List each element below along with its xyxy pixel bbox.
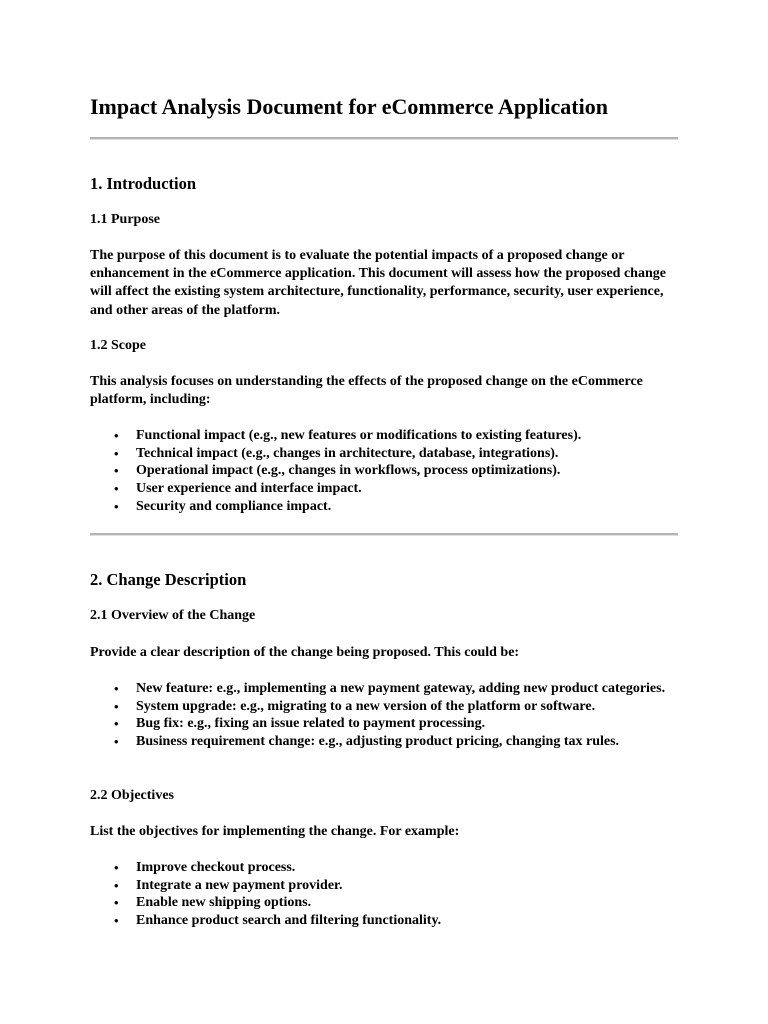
list-item-text: Integrate a new payment provider.	[136, 877, 343, 893]
list-item	[90, 498, 678, 516]
list-item	[90, 698, 678, 716]
list-item	[90, 877, 678, 895]
bullet-icon: •	[114, 463, 119, 479]
horizontal-rule	[90, 533, 678, 536]
bullet-icon: •	[114, 481, 119, 497]
list-item-text: User experience and interface impact.	[136, 481, 362, 497]
list-item-text: Improve checkout process.	[136, 860, 296, 875]
bullet-icon: •	[114, 698, 119, 714]
subsection-heading-scope: 1.2 Scope	[90, 338, 146, 353]
section-heading-introduction: 1. Introduction	[90, 174, 197, 193]
list-item	[90, 680, 678, 698]
purpose-paragraph: The purpose of this document is to evaluate the potential impacts of a proposed change or enhancement in the eCommerce application. This document will assess how the proposed change will affect the existing system architecture, functionality, performance, security, user experience, and other areas of the platform.	[90, 248, 666, 318]
list-item	[90, 733, 678, 751]
list-item	[90, 715, 678, 733]
overview-bullet-list	[90, 680, 678, 751]
subsection-heading-purpose: 1.1 Purpose	[90, 212, 160, 227]
bullet-icon: •	[114, 681, 119, 696]
list-item-text: Technical impact (e.g., changes in architecture, database, integrations).	[136, 445, 559, 461]
scope-bullet-list	[90, 427, 678, 516]
overview-paragraph: Provide a clear description of the change being proposed. This could be:	[90, 645, 520, 660]
document-title: Impact Analysis Document for eCommerce Application	[90, 94, 608, 119]
list-item	[90, 859, 678, 877]
list-item-text: System upgrade: e.g., migrating to a new version of the platform or software.	[136, 698, 596, 714]
list-item-text: Security and compliance impact.	[136, 498, 332, 514]
bullet-icon: •	[114, 734, 119, 750]
list-item	[90, 445, 678, 463]
horizontal-rule	[90, 137, 678, 140]
bullet-icon: •	[114, 877, 119, 893]
bullet-icon: •	[114, 445, 119, 461]
bullet-icon: •	[114, 913, 119, 929]
section-heading-change-description: 2. Change Description	[90, 570, 247, 589]
bullet-icon: •	[114, 428, 119, 443]
list-item-text: Functional impact (e.g., new features or modifications to existing features).	[136, 428, 582, 443]
list-item	[90, 427, 678, 445]
list-item	[90, 480, 678, 498]
list-item-text: New feature: e.g., implementing a new payment gateway, adding new product categories.	[136, 681, 666, 696]
objectives-paragraph: List the objectives for implementing the change. For example:	[90, 824, 460, 839]
bullet-icon: •	[114, 498, 119, 514]
list-item-text: Operational impact (e.g., changes in workflows, process optimizations).	[136, 463, 561, 479]
bullet-icon: •	[114, 716, 119, 732]
list-item	[90, 912, 678, 930]
list-item-text: Bug fix: e.g., fixing an issue related to payment processing.	[136, 716, 486, 732]
list-item	[90, 462, 678, 480]
bullet-icon: •	[114, 860, 119, 875]
objectives-bullet-list	[90, 859, 678, 930]
list-item	[90, 894, 678, 912]
subsection-heading-overview: 2.1 Overview of the Change	[90, 608, 256, 623]
subsection-heading-objectives: 2.2 Objectives	[90, 788, 174, 803]
list-item-text: Enable new shipping options.	[136, 895, 312, 911]
scope-paragraph: This analysis focuses on understanding the effects of the proposed change on the eCommerce platform, including:	[90, 374, 643, 408]
list-item-text: Enhance product search and filtering functionality.	[136, 913, 442, 929]
bullet-icon: •	[114, 895, 119, 911]
list-item-text: Business requirement change: e.g., adjusting product pricing, changing tax rules.	[136, 734, 620, 750]
